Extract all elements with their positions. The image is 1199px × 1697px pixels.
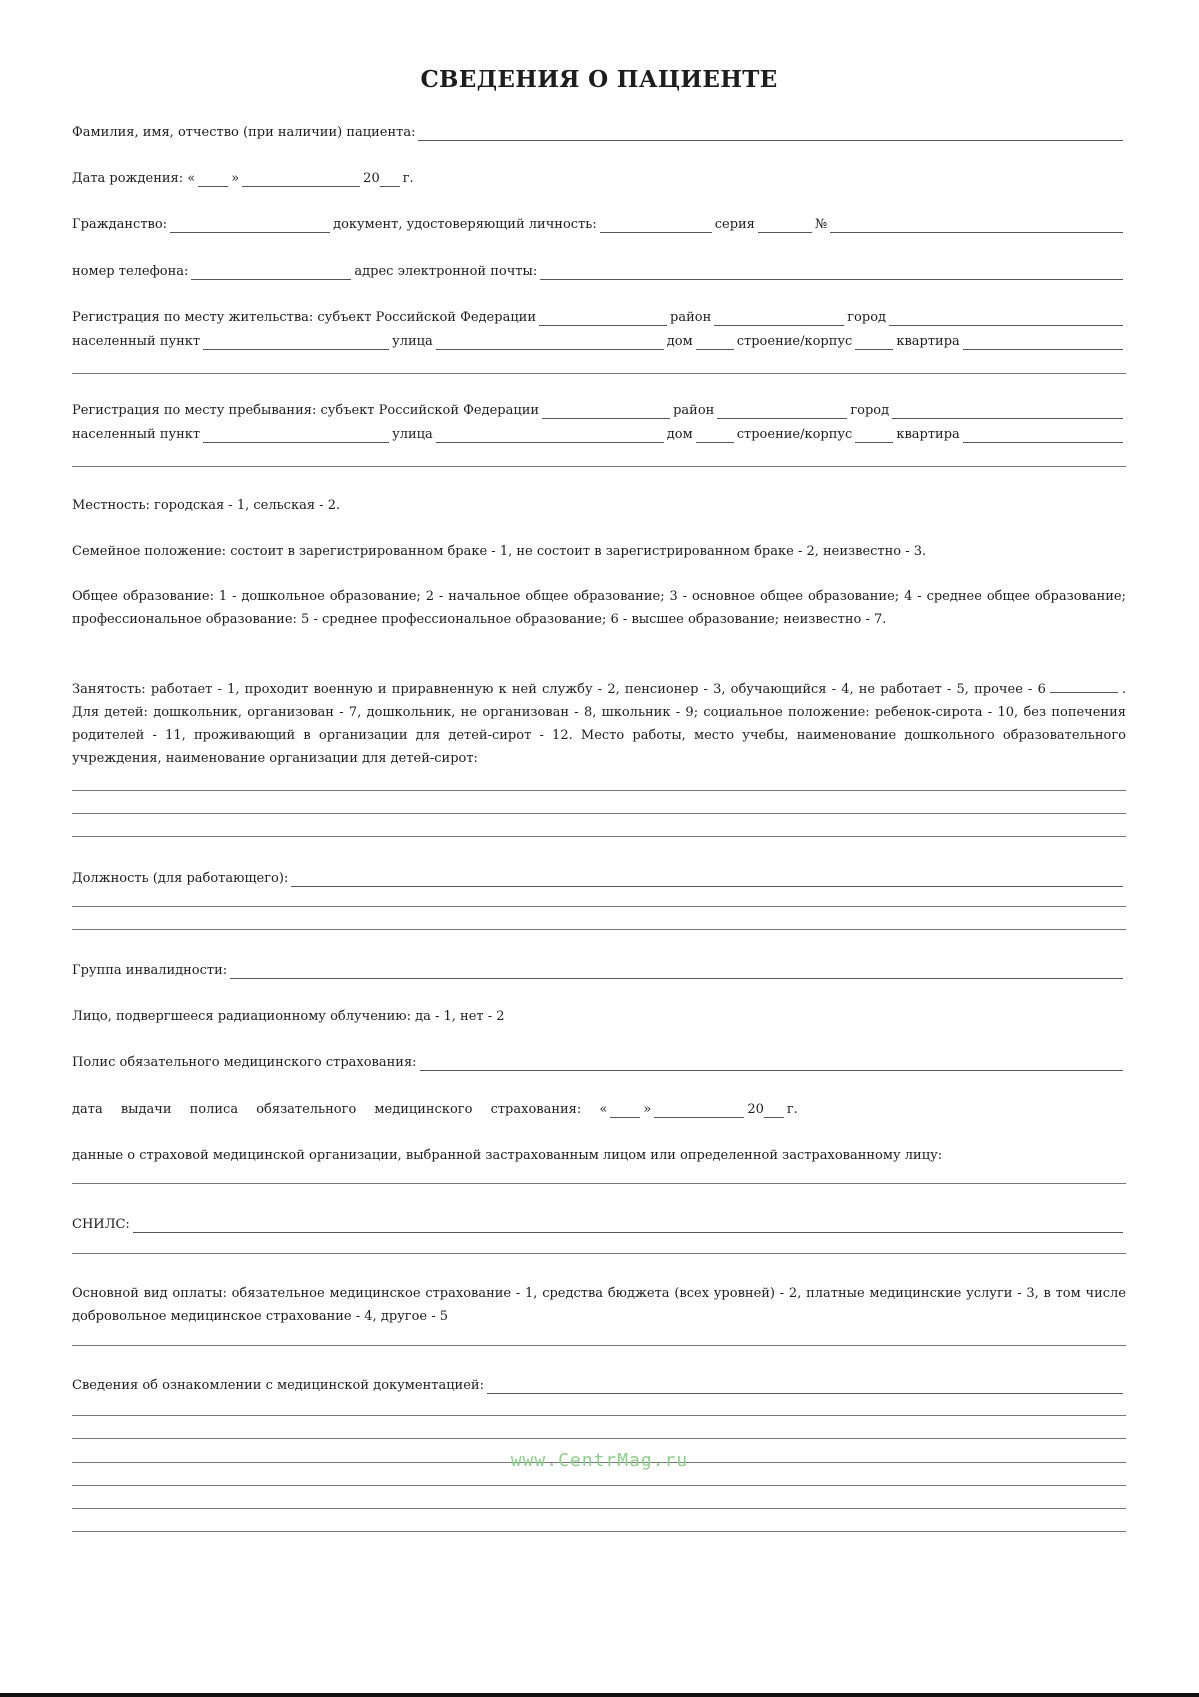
watermark: www.CentrMag.ru [510, 1450, 689, 1471]
policy-day-field[interactable] [610, 1105, 640, 1118]
stay-house-label: дом [666, 427, 693, 442]
locality-line [72, 497, 1126, 514]
stay-city-label: город [850, 403, 890, 418]
stay-label: Регистрация по месту пребывания: субъект Российской Федерации [72, 403, 540, 418]
citizenship-field[interactable] [170, 220, 330, 233]
birth-year-prefix: 20 [363, 171, 380, 186]
residence-apartment-field[interactable] [963, 337, 1123, 350]
insurer-field[interactable] [72, 1183, 1126, 1184]
residence-settlement-label: населенный пункт [72, 334, 201, 349]
policy-date-line [72, 1101, 1126, 1118]
payment-field[interactable] [72, 1345, 1126, 1346]
residence-settlement-field[interactable] [203, 337, 389, 350]
document-number-field[interactable] [830, 220, 1123, 233]
stay-street-label: улица [392, 427, 433, 442]
workplace-line-2[interactable] [72, 813, 1126, 814]
residence-apartment-label: квартира [896, 334, 960, 349]
stay-line-1 [72, 402, 1126, 419]
stay-subject-field[interactable] [542, 406, 670, 419]
documentation-line-3[interactable] [72, 1438, 1126, 1439]
fio-label: Фамилия, имя, отчество (при наличии) пациента: [72, 125, 416, 140]
residence-extra-line[interactable] [72, 373, 1126, 374]
birth-date-label: Дата рождения: « [72, 171, 196, 186]
disability-line [72, 962, 1126, 979]
bottom-edge [0, 1693, 1199, 1697]
locality-text: Местность: городская - 1, сельская - 2. [72, 498, 341, 513]
residence-house-field[interactable] [696, 337, 734, 350]
position-line-3[interactable] [72, 929, 1126, 930]
position-line-2[interactable] [72, 906, 1126, 907]
stay-district-field[interactable] [717, 406, 847, 419]
residence-city-label: город [847, 310, 887, 325]
radiation-line [72, 1008, 1126, 1025]
education-paragraph: Общее образование: 1 - дошкольное образование; 2 - начальное общее образование; 3 - основное общее образование; 4 - среднее общее образование; профессиональное образование: 5 - среднее профессиональное образование; 6 - высшее образование; неизвестно - 7. [72, 589, 1126, 627]
fio-field[interactable] [418, 128, 1123, 141]
radiation-text: Лицо, подвергшееся радиационному облучению: да - 1, нет - 2 [72, 1009, 505, 1024]
contacts-line [72, 263, 1126, 280]
snils-field[interactable] [133, 1220, 1123, 1233]
documentation-field[interactable] [487, 1381, 1123, 1394]
employment-text-a: Занятость: работает - 1, проходит военную и приравненную к ней службу - 2, пенсионер - 3, обучающийся - 4, не работает - 5, прочее - 6 [72, 682, 1046, 697]
marital-line [72, 543, 1126, 560]
birth-date-close-quote: » [231, 171, 240, 186]
birth-month-field[interactable] [242, 174, 360, 187]
policy-year-suffix: г. [786, 1102, 798, 1117]
stay-apartment-field[interactable] [963, 430, 1123, 443]
phone-label: номер телефона: [72, 264, 189, 279]
snils-line-2[interactable] [72, 1253, 1126, 1254]
policy-year-prefix: 20 [747, 1102, 764, 1117]
stay-street-field[interactable] [436, 430, 664, 443]
residence-street-label: улица [392, 334, 433, 349]
position-field[interactable] [291, 874, 1123, 887]
identity-document-field[interactable] [600, 220, 712, 233]
policy-month-field[interactable] [654, 1105, 744, 1118]
employment-other-field[interactable] [1050, 680, 1118, 693]
citizenship-label: Гражданство: [72, 217, 168, 232]
residence-city-field[interactable] [889, 313, 1123, 326]
citizenship-line [72, 216, 1126, 233]
snils-line [72, 1216, 1126, 1233]
policy-date-close-quote: » [643, 1102, 652, 1117]
employment-text-b: . Для детей: дошкольник, организован - 7, дошкольник, не организован - 8, школьник - 9; социальное положение: ребенок-сирота - 10, без попечения родителей - 11, проживающий в организации для детей-сирот - 12. Место работы, место учебы, наименование дошкольного образовательного учреждения, наименование организации для детей-сирот: [72, 682, 1126, 766]
stay-building-label: строение/корпус [736, 427, 853, 442]
birth-year-field[interactable] [380, 174, 400, 187]
document-number-label: № [814, 217, 828, 232]
document-series-label: серия [714, 217, 755, 232]
insurer-line [72, 1147, 1126, 1164]
birth-date-line [72, 170, 1126, 187]
policy-field[interactable] [420, 1058, 1123, 1071]
position-label: Должность (для работающего): [72, 871, 289, 886]
residence-district-field[interactable] [714, 313, 844, 326]
fio-line [72, 124, 1126, 141]
marital-text: Семейное положение: состоит в зарегистрированном браке - 1, не состоит в зарегистрированном браке - 2, неизвестно - 3. [72, 544, 927, 559]
position-line [72, 870, 1126, 887]
documentation-line-7[interactable] [72, 1531, 1126, 1532]
residence-subject-field[interactable] [539, 313, 667, 326]
policy-line [72, 1054, 1126, 1071]
residence-district-label: район [670, 310, 712, 325]
residence-house-label: дом [666, 334, 693, 349]
identity-document-label: документ, удостоверяющий личность: [333, 217, 597, 232]
stay-line-2 [72, 426, 1126, 443]
snils-label: СНИЛС: [72, 1217, 130, 1232]
residence-street-field[interactable] [436, 337, 664, 350]
stay-house-field[interactable] [696, 430, 734, 443]
workplace-line-1[interactable] [72, 790, 1126, 791]
disability-label: Группа инвалидности: [72, 963, 228, 978]
payment-paragraph: Основной вид оплаты: обязательное медицинское страхование - 1, средства бюджета (всех уровней) - 2, платные медицинские услуги - 3, в том числе добровольное медицинское страхование - 4, другое - 5 [72, 1286, 1126, 1324]
policy-year-field[interactable] [764, 1105, 784, 1118]
stay-extra-line[interactable] [72, 466, 1126, 467]
documentation-line-6[interactable] [72, 1508, 1126, 1509]
documentation-line-2[interactable] [72, 1415, 1126, 1416]
email-label: адрес электронной почты: [354, 264, 538, 279]
stay-settlement-field[interactable] [203, 430, 389, 443]
patient-info-form [72, 0, 1126, 1697]
stay-city-field[interactable] [892, 406, 1123, 419]
residence-line-2 [72, 333, 1126, 350]
disability-field[interactable] [230, 966, 1123, 979]
policy-date-label: дата выдачи полиса обязательного медицинского страхования: « [72, 1102, 608, 1117]
documentation-label: Сведения об ознакомлении с медицинской документацией: [72, 1378, 484, 1393]
document-series-field[interactable] [758, 220, 812, 233]
phone-field[interactable] [191, 267, 351, 280]
stay-district-label: район [673, 403, 715, 418]
email-field[interactable] [540, 267, 1123, 280]
documentation-line [72, 1377, 1126, 1394]
policy-label: Полис обязательного медицинского страхования: [72, 1055, 417, 1070]
birth-day-field[interactable] [198, 174, 228, 187]
stay-building-field[interactable] [855, 430, 893, 443]
residence-label: Регистрация по месту жительства: субъект Российской Федерации [72, 310, 537, 325]
employment-paragraph [72, 678, 1126, 770]
stay-apartment-label: квартира [896, 427, 960, 442]
documentation-line-5[interactable] [72, 1485, 1126, 1486]
workplace-line-3[interactable] [72, 836, 1126, 837]
birth-year-suffix: г. [402, 171, 414, 186]
stay-settlement-label: населенный пункт [72, 427, 201, 442]
residence-building-label: строение/корпус [736, 334, 853, 349]
residence-line-1 [72, 309, 1126, 326]
residence-building-field[interactable] [855, 337, 893, 350]
insurer-label: данные о страховой медицинской организации, выбранной застрахованным лицом или определенной застрахованному лицу: [72, 1148, 943, 1163]
form-title: СВЕДЕНИЯ О ПАЦИЕНТЕ [420, 66, 778, 93]
